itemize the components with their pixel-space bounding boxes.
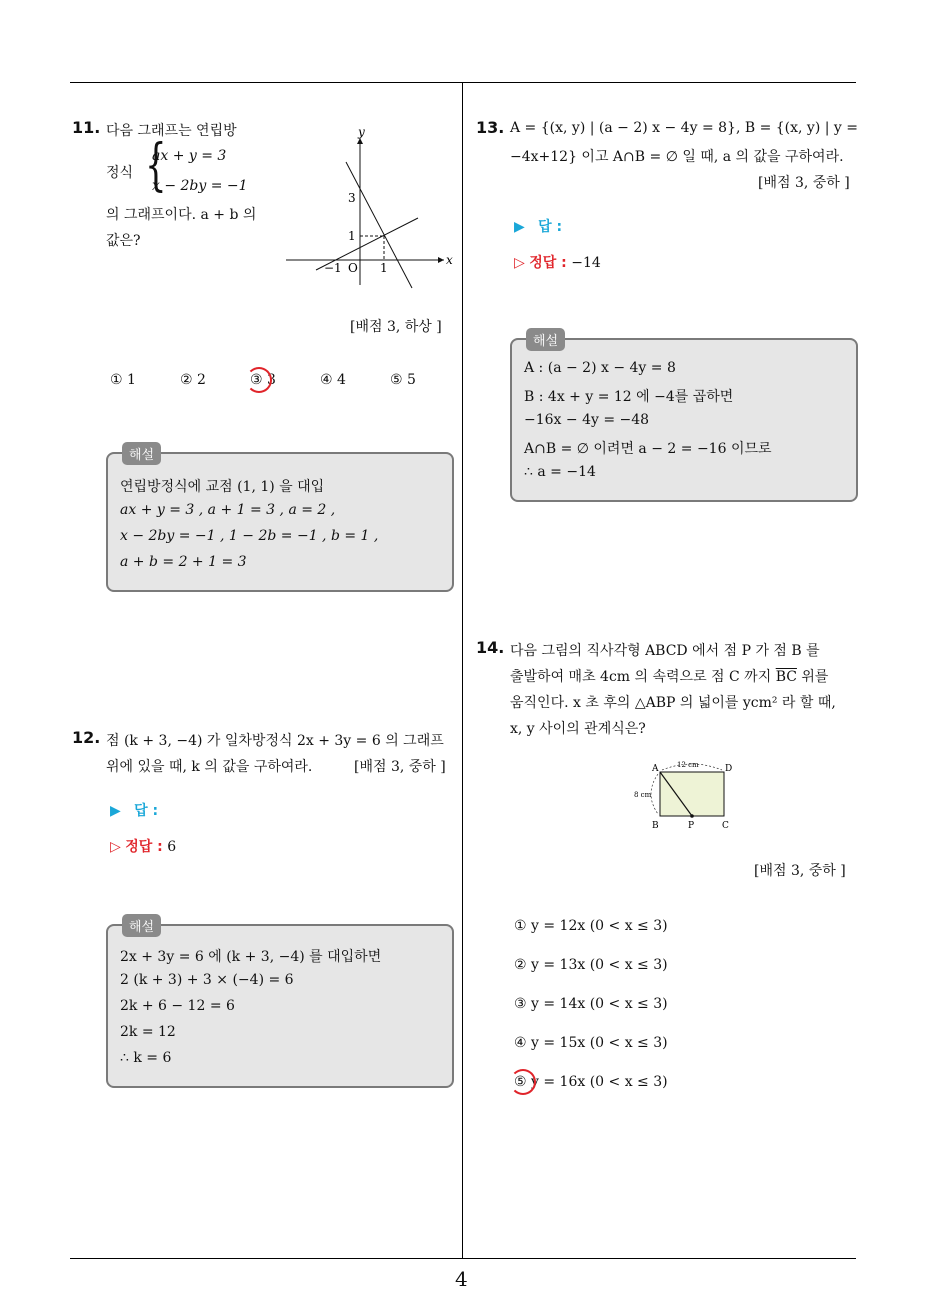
correct-value: 6 (167, 839, 177, 855)
question-text (510, 666, 828, 686)
choice-4[interactable]: ④ 4 (320, 372, 346, 388)
explanation-line: A∩B = ∅ 이려면 a − 2 = −16 이므로 (524, 441, 772, 457)
top-rule (70, 82, 856, 83)
explanation-line: −16x − 4y = −48 (524, 412, 650, 428)
correct-arrow-icon: ▷ (514, 255, 525, 271)
question-text: x, y 사이의 관계식은? (510, 721, 646, 737)
explanation-line: ∴ k = 6 (120, 1050, 172, 1066)
explanation-line: 2k + 6 − 12 = 6 (120, 998, 235, 1014)
question-text: 다음 그래프는 연립방 (106, 123, 237, 139)
origin-label: O (348, 261, 358, 275)
brace-icon: { (145, 133, 167, 198)
answer-label: 답 : (538, 219, 563, 235)
choice-1[interactable]: ① 1 (110, 372, 136, 388)
explanation-line: B : 4x + y = 12 에 −4를 곱하면 (524, 389, 734, 405)
question-text-part: 위를 (796, 669, 829, 685)
answer-mark-icon (510, 1069, 536, 1095)
choice-3[interactable]: ③ y = 14x (0 < x ≤ 3) (514, 996, 668, 1012)
explanation-box (510, 334, 858, 502)
choice-2[interactable]: ② 2 (180, 372, 206, 388)
explanation-line: ax + y = 3 , a + 1 = 3 , a = 2 , (120, 502, 336, 518)
answer-field[interactable] (110, 800, 158, 820)
question-text: 정식 (106, 165, 134, 181)
vertex-c: C (722, 821, 729, 831)
explanation-box (106, 448, 454, 592)
explanation-line: 연립방정식에 교점 (1, 1) 을 대입 (120, 479, 325, 495)
question-text: 의 그래프이다. a + b 의 (106, 207, 257, 223)
question-text: 위에 있을 때, k 의 값을 구하여라. (106, 759, 313, 775)
bottom-rule (70, 1258, 856, 1259)
correct-answer (514, 252, 601, 272)
score-label: [배점 3, 중하 ] (754, 863, 846, 879)
explanation-tag: 해설 (122, 914, 161, 937)
tick-label: 1 (348, 229, 356, 243)
system-graph (280, 120, 460, 290)
question-text: −4x+12} 이고 A∩B = ∅ 일 때, a 의 값을 구하여라. (510, 149, 844, 165)
explanation-line: x − 2by = −1 , 1 − 2b = −1 , b = 1 , (120, 528, 379, 544)
explanation-line: a + b = 2 + 1 = 3 (120, 554, 247, 570)
score-label: [배점 3, 중하 ] (758, 175, 850, 191)
choice-5[interactable]: ⑤ y = 16x (0 < x ≤ 3) (514, 1074, 668, 1090)
correct-value: −14 (571, 255, 601, 271)
question-number: 12. (72, 728, 101, 747)
tick-label: −1 (324, 261, 342, 275)
answer-mark-icon (246, 367, 272, 393)
explanation-line: 2x + 3y = 6 에 (k + 3, −4) 를 대입하면 (120, 949, 382, 965)
correct-arrow-icon: ▷ (110, 839, 121, 855)
point-p: P (688, 821, 695, 831)
question-text: 움직인다. x 초 후의 △ABP 의 넓이를 ycm² 라 할 때, (510, 695, 836, 711)
answer-arrow-icon: ▶ (110, 803, 121, 819)
side-length: 8 cm (634, 791, 652, 799)
question-text: A = {(x, y) | (a − 2) x − 4y = 8}, B = {(x, y) | y = (510, 120, 859, 136)
question-text: 값은? (106, 233, 141, 249)
correct-label: 정답 : (529, 255, 567, 271)
x-axis-label: x (446, 253, 453, 267)
answer-arrow-icon: ▶ (514, 219, 525, 235)
equation-1: ax + y = 3 (152, 148, 227, 164)
y-axis-label: y (358, 125, 365, 139)
explanation-line: ∴ a = −14 (524, 464, 596, 480)
explanation-line: A : (a − 2) x − 4y = 8 (524, 360, 676, 376)
answer-field[interactable] (514, 216, 562, 236)
rectangle-figure (632, 756, 742, 836)
choice-5[interactable]: ⑤ 5 (390, 372, 416, 388)
score-label: [배점 3, 중하 ] (354, 759, 446, 775)
top-length: 12 cm (677, 761, 699, 769)
explanation-tag: 해설 (122, 442, 161, 465)
question-text: 다음 그림의 직사각형 ABCD 에서 점 P 가 점 B 를 (510, 643, 820, 659)
vertex-a: A (652, 764, 659, 774)
segment-bc: $\overline{BC}$ (775, 669, 797, 685)
choice-3[interactable]: ③ 3 (250, 372, 276, 388)
explanation-box (106, 920, 454, 1088)
correct-answer (110, 836, 176, 856)
vertex-d: D (725, 764, 733, 774)
tick-label: 1 (380, 261, 388, 275)
choice-2[interactable]: ② y = 13x (0 < x ≤ 3) (514, 957, 668, 973)
answer-label: 답 : (134, 803, 159, 819)
explanation-tag: 해설 (526, 328, 565, 351)
choice-4[interactable]: ④ y = 15x (0 < x ≤ 3) (514, 1035, 668, 1051)
question-text: 점 (k + 3, −4) 가 일차방정식 2x + 3y = 6 의 그래프 (106, 733, 444, 749)
page-number: 4 (455, 1267, 468, 1291)
question-text-part: 출발하여 매초 4cm 의 속력으로 점 C 까지 (510, 669, 776, 685)
question-number: 13. (476, 118, 505, 137)
vertex-b: B (652, 821, 659, 831)
choice-1[interactable]: ① y = 12x (0 < x ≤ 3) (514, 918, 668, 934)
equation-2: x − 2by = −1 (152, 178, 248, 194)
explanation-line: 2k = 12 (120, 1024, 176, 1040)
score-label: [배점 3, 하상 ] (350, 319, 442, 335)
correct-label: 정답 : (125, 839, 163, 855)
question-number: 14. (476, 638, 505, 657)
question-number: 11. (72, 118, 101, 137)
explanation-line: 2 (k + 3) + 3 × (−4) = 6 (120, 972, 294, 988)
tick-label: 3 (348, 191, 356, 205)
column-divider (462, 83, 463, 1258)
